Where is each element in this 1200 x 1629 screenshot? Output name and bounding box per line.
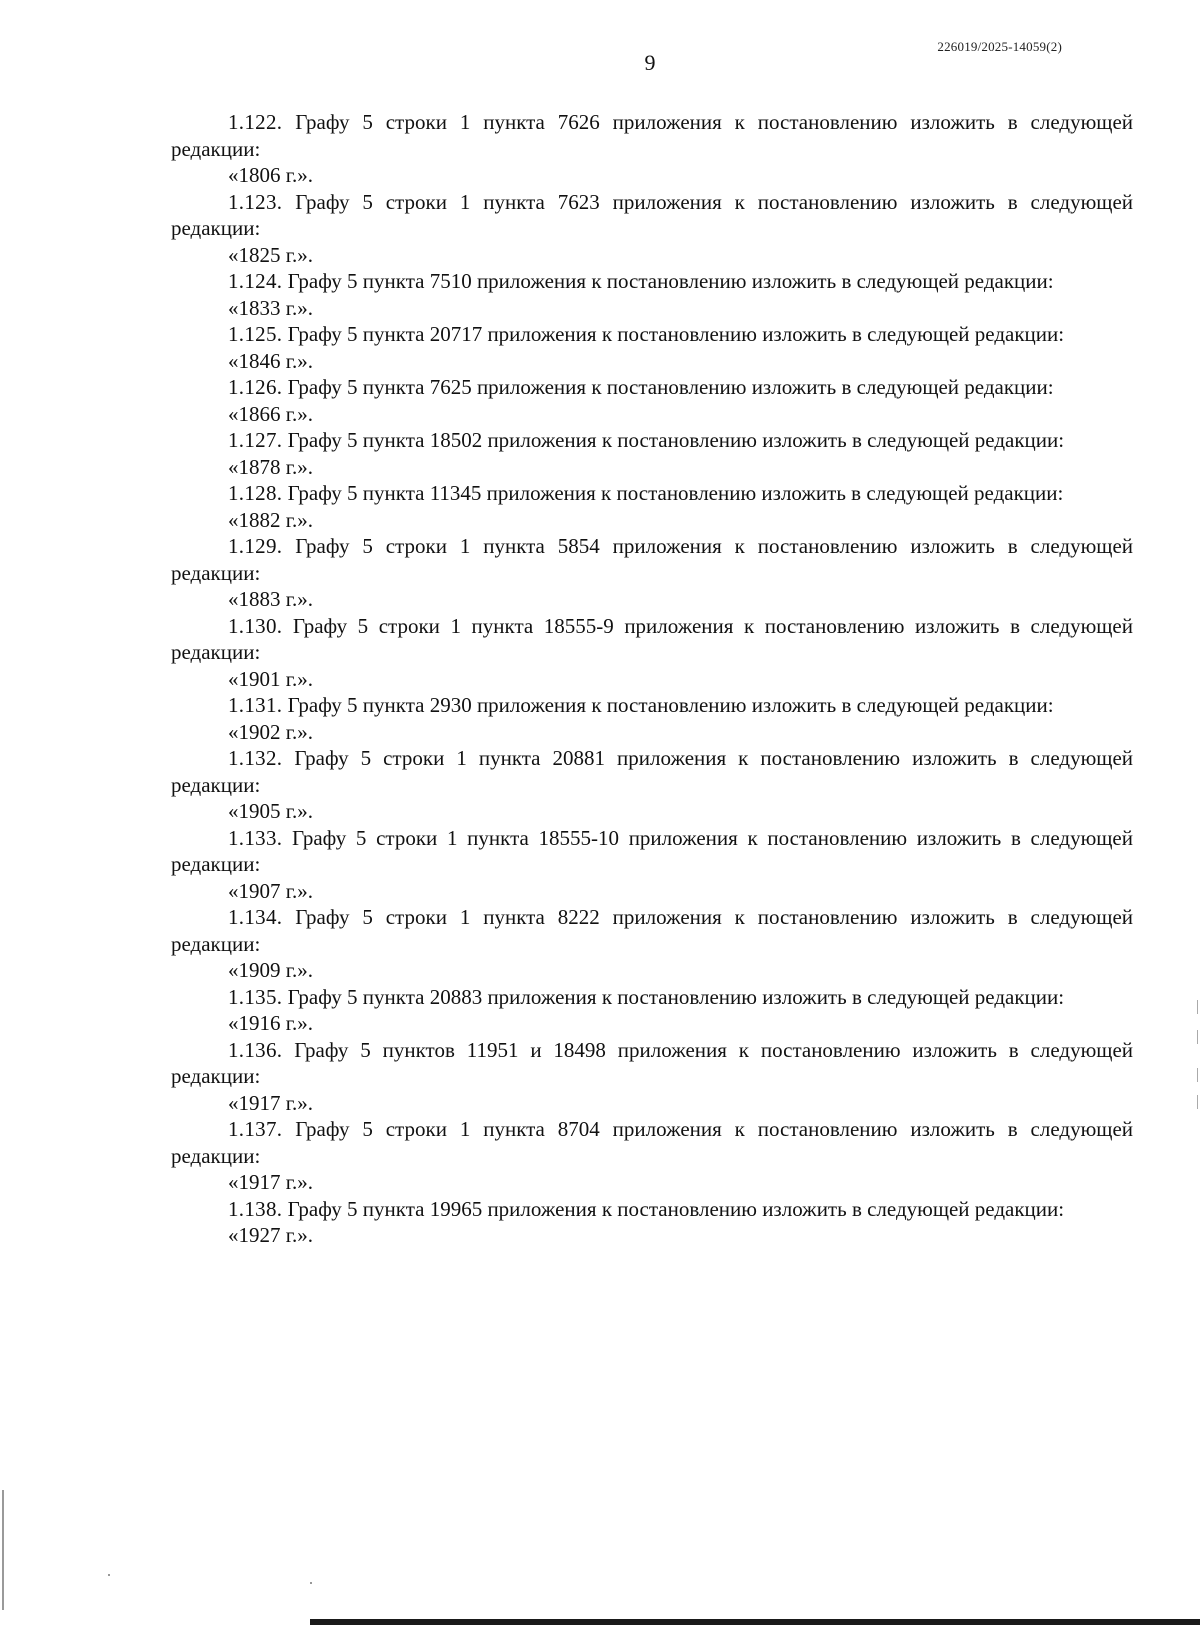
- list-item: [171, 109, 1133, 189]
- scan-edge-mark: [2, 1490, 4, 1610]
- scan-speck: [108, 1574, 110, 1576]
- item-quote: «1916 г.».: [228, 1011, 313, 1035]
- scan-edge-mark: [1197, 1095, 1198, 1109]
- item-quote: «1905 г.».: [228, 799, 313, 823]
- item-paragraph: [171, 1037, 1133, 1090]
- item-text: Графу 5 пункта 18502 приложения к постановлению изложить в следующей редакции:: [287, 428, 1065, 452]
- item-text: Графу 5 строки 1 пункта 5854 приложения к постановлению изложить в следующей редакции:: [171, 534, 1134, 585]
- list-item: [171, 904, 1133, 984]
- item-quote: «1901 г.».: [228, 666, 313, 691]
- item-quote: «1927 г.».: [228, 1223, 313, 1247]
- item-paragraph: [171, 268, 1133, 295]
- item-number: 1.130.: [228, 613, 283, 638]
- item-number: 1.125.: [228, 322, 283, 346]
- list-item: [171, 1116, 1133, 1196]
- scan-speck: [310, 1582, 312, 1584]
- item-number: 1.124.: [228, 269, 283, 293]
- list-item: [171, 1196, 1133, 1249]
- scan-bottom-edge: [310, 1619, 1200, 1625]
- list-item: [171, 268, 1133, 321]
- list-item: [171, 427, 1133, 480]
- item-paragraph: [171, 745, 1133, 798]
- item-quote: «1806 г.».: [228, 163, 313, 187]
- item-number: 1.134.: [228, 905, 283, 929]
- item-number: 1.136.: [228, 1037, 283, 1062]
- item-paragraph: [171, 427, 1133, 454]
- scan-edge-mark: [1197, 1030, 1198, 1044]
- list-item: [171, 613, 1133, 693]
- item-text: Графу 5 строки 1 пункта 7626 приложения к постановлению изложить в следующей редакции:: [171, 110, 1134, 161]
- item-paragraph: [171, 189, 1133, 242]
- scan-edge-mark: [1197, 1000, 1198, 1014]
- item-quote: «1909 г.».: [228, 958, 313, 982]
- item-text: Графу 5 пункта 20883 приложения к постановлению изложить в следующей редакции:: [287, 984, 1065, 1009]
- item-number: 1.132.: [228, 746, 283, 770]
- item-quote: «1846 г.».: [228, 348, 313, 373]
- item-text: Графу 5 пунктов 11951 и 18498 приложения к постановлению изложить в следующей редакции:: [171, 1037, 1133, 1088]
- list-item: [171, 745, 1133, 825]
- item-number: 1.123.: [228, 189, 283, 214]
- item-paragraph: [171, 109, 1133, 162]
- item-paragraph: [171, 1116, 1133, 1169]
- item-number: 1.128.: [228, 481, 283, 505]
- item-paragraph: [171, 480, 1133, 507]
- list-item: [171, 692, 1133, 745]
- item-number: 1.138.: [228, 1196, 283, 1221]
- item-text: Графу 5 пункта 11345 приложения к постановлению изложить в следующей редакции:: [287, 481, 1064, 505]
- item-number: 1.129.: [228, 534, 283, 558]
- list-item: [171, 189, 1133, 269]
- item-text: Графу 5 строки 1 пункта 18555-9 приложения к постановлению изложить в следующей редакции:: [171, 613, 1133, 664]
- item-number: 1.122.: [228, 110, 283, 134]
- item-paragraph: [171, 613, 1133, 666]
- item-paragraph: [171, 1196, 1133, 1223]
- item-quote: «1883 г.».: [228, 587, 313, 611]
- document-body: [171, 109, 1133, 1249]
- page-number: 9: [644, 50, 656, 75]
- item-paragraph: [171, 533, 1133, 586]
- item-paragraph: [171, 825, 1133, 878]
- item-text: Графу 5 строки 1 пункта 8704 приложения к постановлению изложить в следующей редакции:: [171, 1117, 1134, 1168]
- item-number: 1.127.: [228, 428, 283, 452]
- item-paragraph: [171, 984, 1133, 1011]
- item-number: 1.137.: [228, 1117, 283, 1141]
- list-item: [171, 321, 1133, 374]
- list-item: [171, 480, 1133, 533]
- list-item: [171, 984, 1133, 1037]
- item-text: Графу 5 строки 1 пункта 8222 приложения к постановлению изложить в следующей редакции:: [171, 905, 1134, 956]
- document-reference-number: 226019/2025-14059(2): [937, 39, 1062, 54]
- item-text: Графу 5 строки 1 пункта 20881 приложения к постановлению изложить в следующей редакции:: [171, 746, 1134, 797]
- list-item: [171, 533, 1133, 613]
- item-quote: «1825 г.».: [228, 242, 313, 267]
- scan-edge-mark: [1197, 1068, 1198, 1082]
- item-paragraph: [171, 321, 1133, 348]
- item-quote: «1882 г.».: [228, 507, 313, 532]
- item-number: 1.131.: [228, 693, 283, 717]
- list-item: [171, 1037, 1133, 1117]
- item-text: Графу 5 пункта 19965 приложения к постановлению изложить в следующей редакции:: [287, 1196, 1065, 1221]
- item-text: Графу 5 пункта 2930 приложения к постановлению изложить в следующей редакции:: [287, 693, 1054, 717]
- item-text: Графу 5 строки 1 пункта 18555-10 приложения к постановлению изложить в следующей редакции:: [171, 825, 1133, 876]
- item-text: Графу 5 пункта 7625 приложения к постановлению изложить в следующей редакции:: [287, 375, 1054, 399]
- item-quote: «1917 г.».: [228, 1170, 313, 1194]
- item-paragraph: [171, 374, 1133, 401]
- item-quote: «1907 г.».: [228, 878, 313, 903]
- item-number: 1.126.: [228, 375, 283, 399]
- item-quote: «1902 г.».: [228, 719, 313, 744]
- item-quote: «1833 г.».: [228, 295, 313, 320]
- list-item: [171, 374, 1133, 427]
- item-quote: «1866 г.».: [228, 401, 313, 426]
- item-text: Графу 5 пункта 20717 приложения к постановлению изложить в следующей редакции:: [287, 322, 1065, 346]
- item-paragraph: [171, 904, 1133, 957]
- item-quote: «1878 г.».: [228, 454, 313, 479]
- item-text: Графу 5 пункта 7510 приложения к постановлению изложить в следующей редакции:: [287, 269, 1054, 293]
- item-paragraph: [171, 692, 1133, 719]
- list-item: [171, 825, 1133, 905]
- item-number: 1.133.: [228, 825, 283, 850]
- item-number: 1.135.: [228, 984, 283, 1009]
- item-quote: «1917 г.».: [228, 1090, 313, 1115]
- item-text: Графу 5 строки 1 пункта 7623 приложения к постановлению изложить в следующей редакции:: [171, 189, 1134, 240]
